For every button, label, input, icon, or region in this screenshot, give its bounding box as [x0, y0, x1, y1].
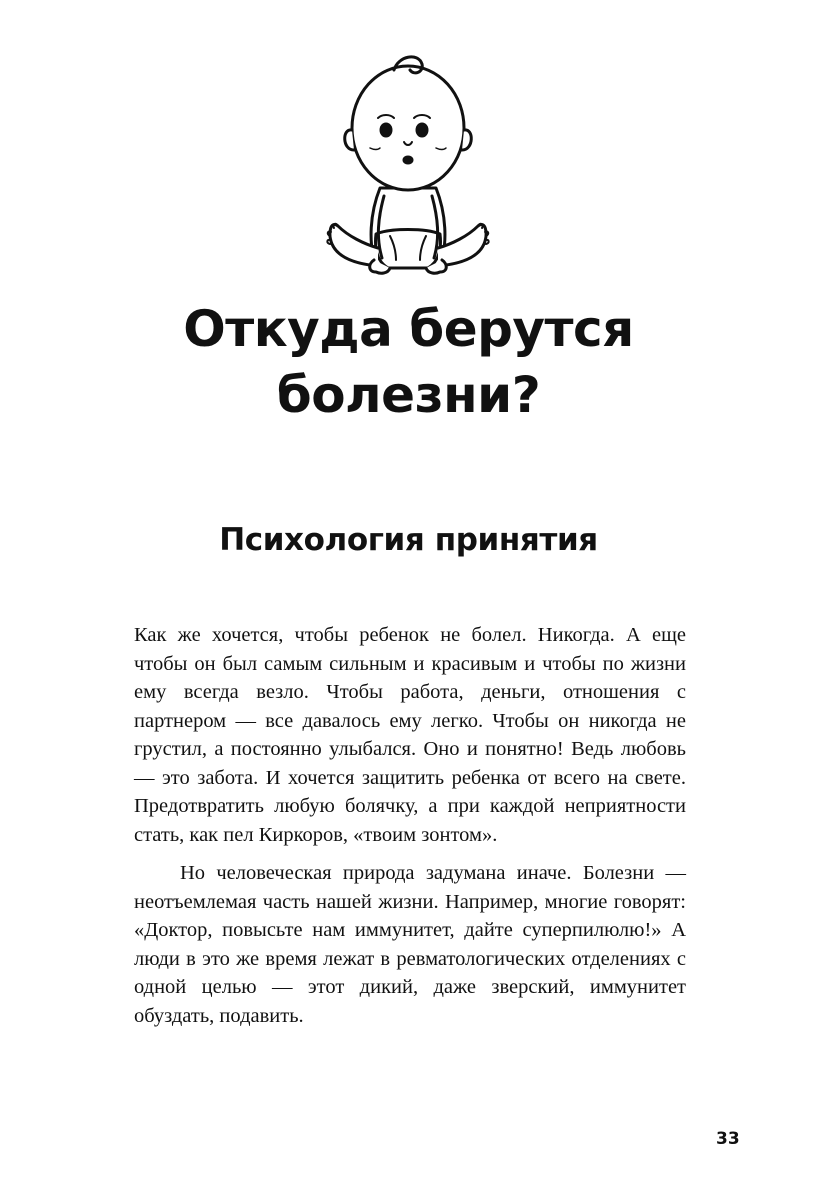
- page-number: 33: [716, 1129, 740, 1149]
- body-text: [134, 621, 686, 1030]
- chapter-title: [0, 296, 817, 428]
- chapter-title-line-1: Откуда берутся: [183, 300, 634, 358]
- paragraph-2: Но человеческая природа задумана иначе. Болезни — неотъемлемая часть нашей жизни. Например, многие говорят: «Доктор, повысьте нам иммунитет, дайте суперпилюлю!» А люди в это же время лежат в ревматологических отделениях с одной целью — этот дикий, даже зверский, иммунитет обуздать, подавить.: [134, 862, 686, 1027]
- chapter-title-line-2: болезни?: [276, 366, 541, 424]
- sitting-baby-icon: [318, 38, 498, 278]
- section-title: Психология принятия: [219, 522, 598, 558]
- paragraph-1: Как же хочется, чтобы ребенок не болел. Никогда. А еще чтобы он был самым сильным и красивым и чтобы по жизни ему всегда везло. Чтобы работа, деньги, отношения с партнером — все давалось ему легко. Чтобы он никогда не грустил, а постоянно улыбался. Оно и понятно! Ведь любовь — это забота. И хочется защитить ребенка от всего на свете. Предотвратить любую болячку, а при каждой неприятности стать, как пел Киркоров, «твоим зонтом».: [134, 624, 686, 846]
